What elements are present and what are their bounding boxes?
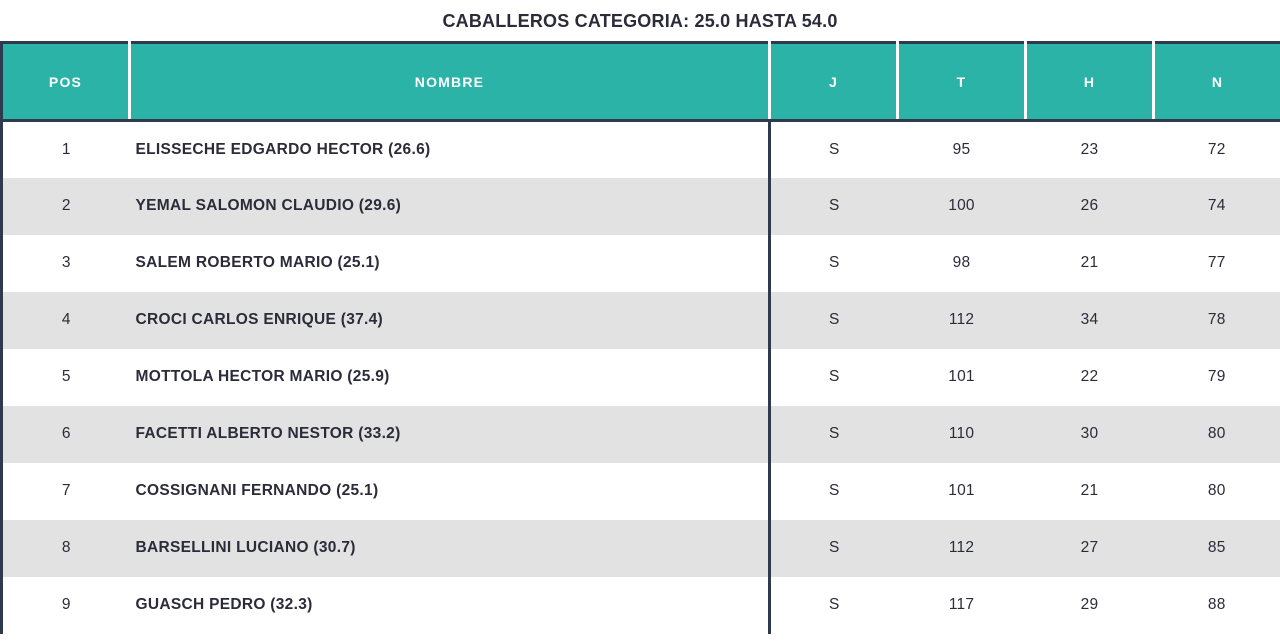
cell-pos: 7: [2, 463, 130, 520]
cell-n: 85: [1154, 520, 1280, 577]
table-row: [2, 292, 1280, 349]
cell-nombre: MOTTOLA HECTOR MARIO (25.9): [130, 349, 770, 406]
column-header-h: H: [1026, 43, 1154, 121]
table-row: [2, 235, 1280, 292]
cell-nombre: CROCI CARLOS ENRIQUE (37.4): [130, 292, 770, 349]
cell-t: 95: [898, 121, 1026, 178]
cell-t: 101: [898, 463, 1026, 520]
table-row: [2, 463, 1280, 520]
table-row: [2, 349, 1280, 406]
table-row: [2, 577, 1280, 634]
cell-j: S: [770, 349, 898, 406]
cell-n: 72: [1154, 121, 1280, 178]
cell-h: 27: [1026, 520, 1154, 577]
cell-j: S: [770, 463, 898, 520]
cell-h: 21: [1026, 235, 1154, 292]
cell-n: 78: [1154, 292, 1280, 349]
cell-pos: 9: [2, 577, 130, 634]
cell-nombre: FACETTI ALBERTO NESTOR (33.2): [130, 406, 770, 463]
cell-j: S: [770, 520, 898, 577]
column-header-j: J: [770, 43, 898, 121]
cell-n: 80: [1154, 406, 1280, 463]
cell-pos: 5: [2, 349, 130, 406]
cell-pos: 4: [2, 292, 130, 349]
cell-n: 88: [1154, 577, 1280, 634]
table-header-row: [2, 43, 1280, 121]
cell-n: 79: [1154, 349, 1280, 406]
cell-h: 22: [1026, 349, 1154, 406]
cell-nombre: YEMAL SALOMON CLAUDIO (29.6): [130, 178, 770, 235]
cell-n: 77: [1154, 235, 1280, 292]
cell-pos: 6: [2, 406, 130, 463]
table-row: [2, 520, 1280, 577]
cell-j: S: [770, 292, 898, 349]
cell-h: 23: [1026, 121, 1154, 178]
cell-nombre: COSSIGNANI FERNANDO (25.1): [130, 463, 770, 520]
cell-pos: 8: [2, 520, 130, 577]
cell-n: 80: [1154, 463, 1280, 520]
cell-t: 112: [898, 520, 1026, 577]
cell-nombre: SALEM ROBERTO MARIO (25.1): [130, 235, 770, 292]
cell-j: S: [770, 577, 898, 634]
cell-j: S: [770, 235, 898, 292]
cell-t: 100: [898, 178, 1026, 235]
table-row: [2, 121, 1280, 178]
table-header: [2, 43, 1280, 121]
cell-nombre: GUASCH PEDRO (32.3): [130, 577, 770, 634]
cell-pos: 1: [2, 121, 130, 178]
cell-t: 110: [898, 406, 1026, 463]
cell-h: 30: [1026, 406, 1154, 463]
cell-nombre: BARSELLINI LUCIANO (30.7): [130, 520, 770, 577]
cell-t: 101: [898, 349, 1026, 406]
column-header-n: N: [1154, 43, 1280, 121]
cell-h: 21: [1026, 463, 1154, 520]
cell-h: 26: [1026, 178, 1154, 235]
column-header-pos: POS: [2, 43, 130, 121]
cell-h: 29: [1026, 577, 1154, 634]
cell-nombre: ELISSECHE EDGARDO HECTOR (26.6): [130, 121, 770, 178]
cell-t: 112: [898, 292, 1026, 349]
cell-j: S: [770, 121, 898, 178]
results-table: [0, 41, 1280, 634]
page-title: CABALLEROS CATEGORIA: 25.0 HASTA 54.0: [442, 11, 838, 31]
cell-h: 34: [1026, 292, 1154, 349]
cell-pos: 3: [2, 235, 130, 292]
cell-n: 74: [1154, 178, 1280, 235]
cell-t: 98: [898, 235, 1026, 292]
column-header-nombre: NOMBRE: [130, 43, 770, 121]
cell-j: S: [770, 406, 898, 463]
column-header-t: T: [898, 43, 1026, 121]
table-row: [2, 178, 1280, 235]
cell-j: S: [770, 178, 898, 235]
table-body: [2, 121, 1280, 634]
cell-pos: 2: [2, 178, 130, 235]
cell-t: 117: [898, 577, 1026, 634]
table-row: [2, 406, 1280, 463]
